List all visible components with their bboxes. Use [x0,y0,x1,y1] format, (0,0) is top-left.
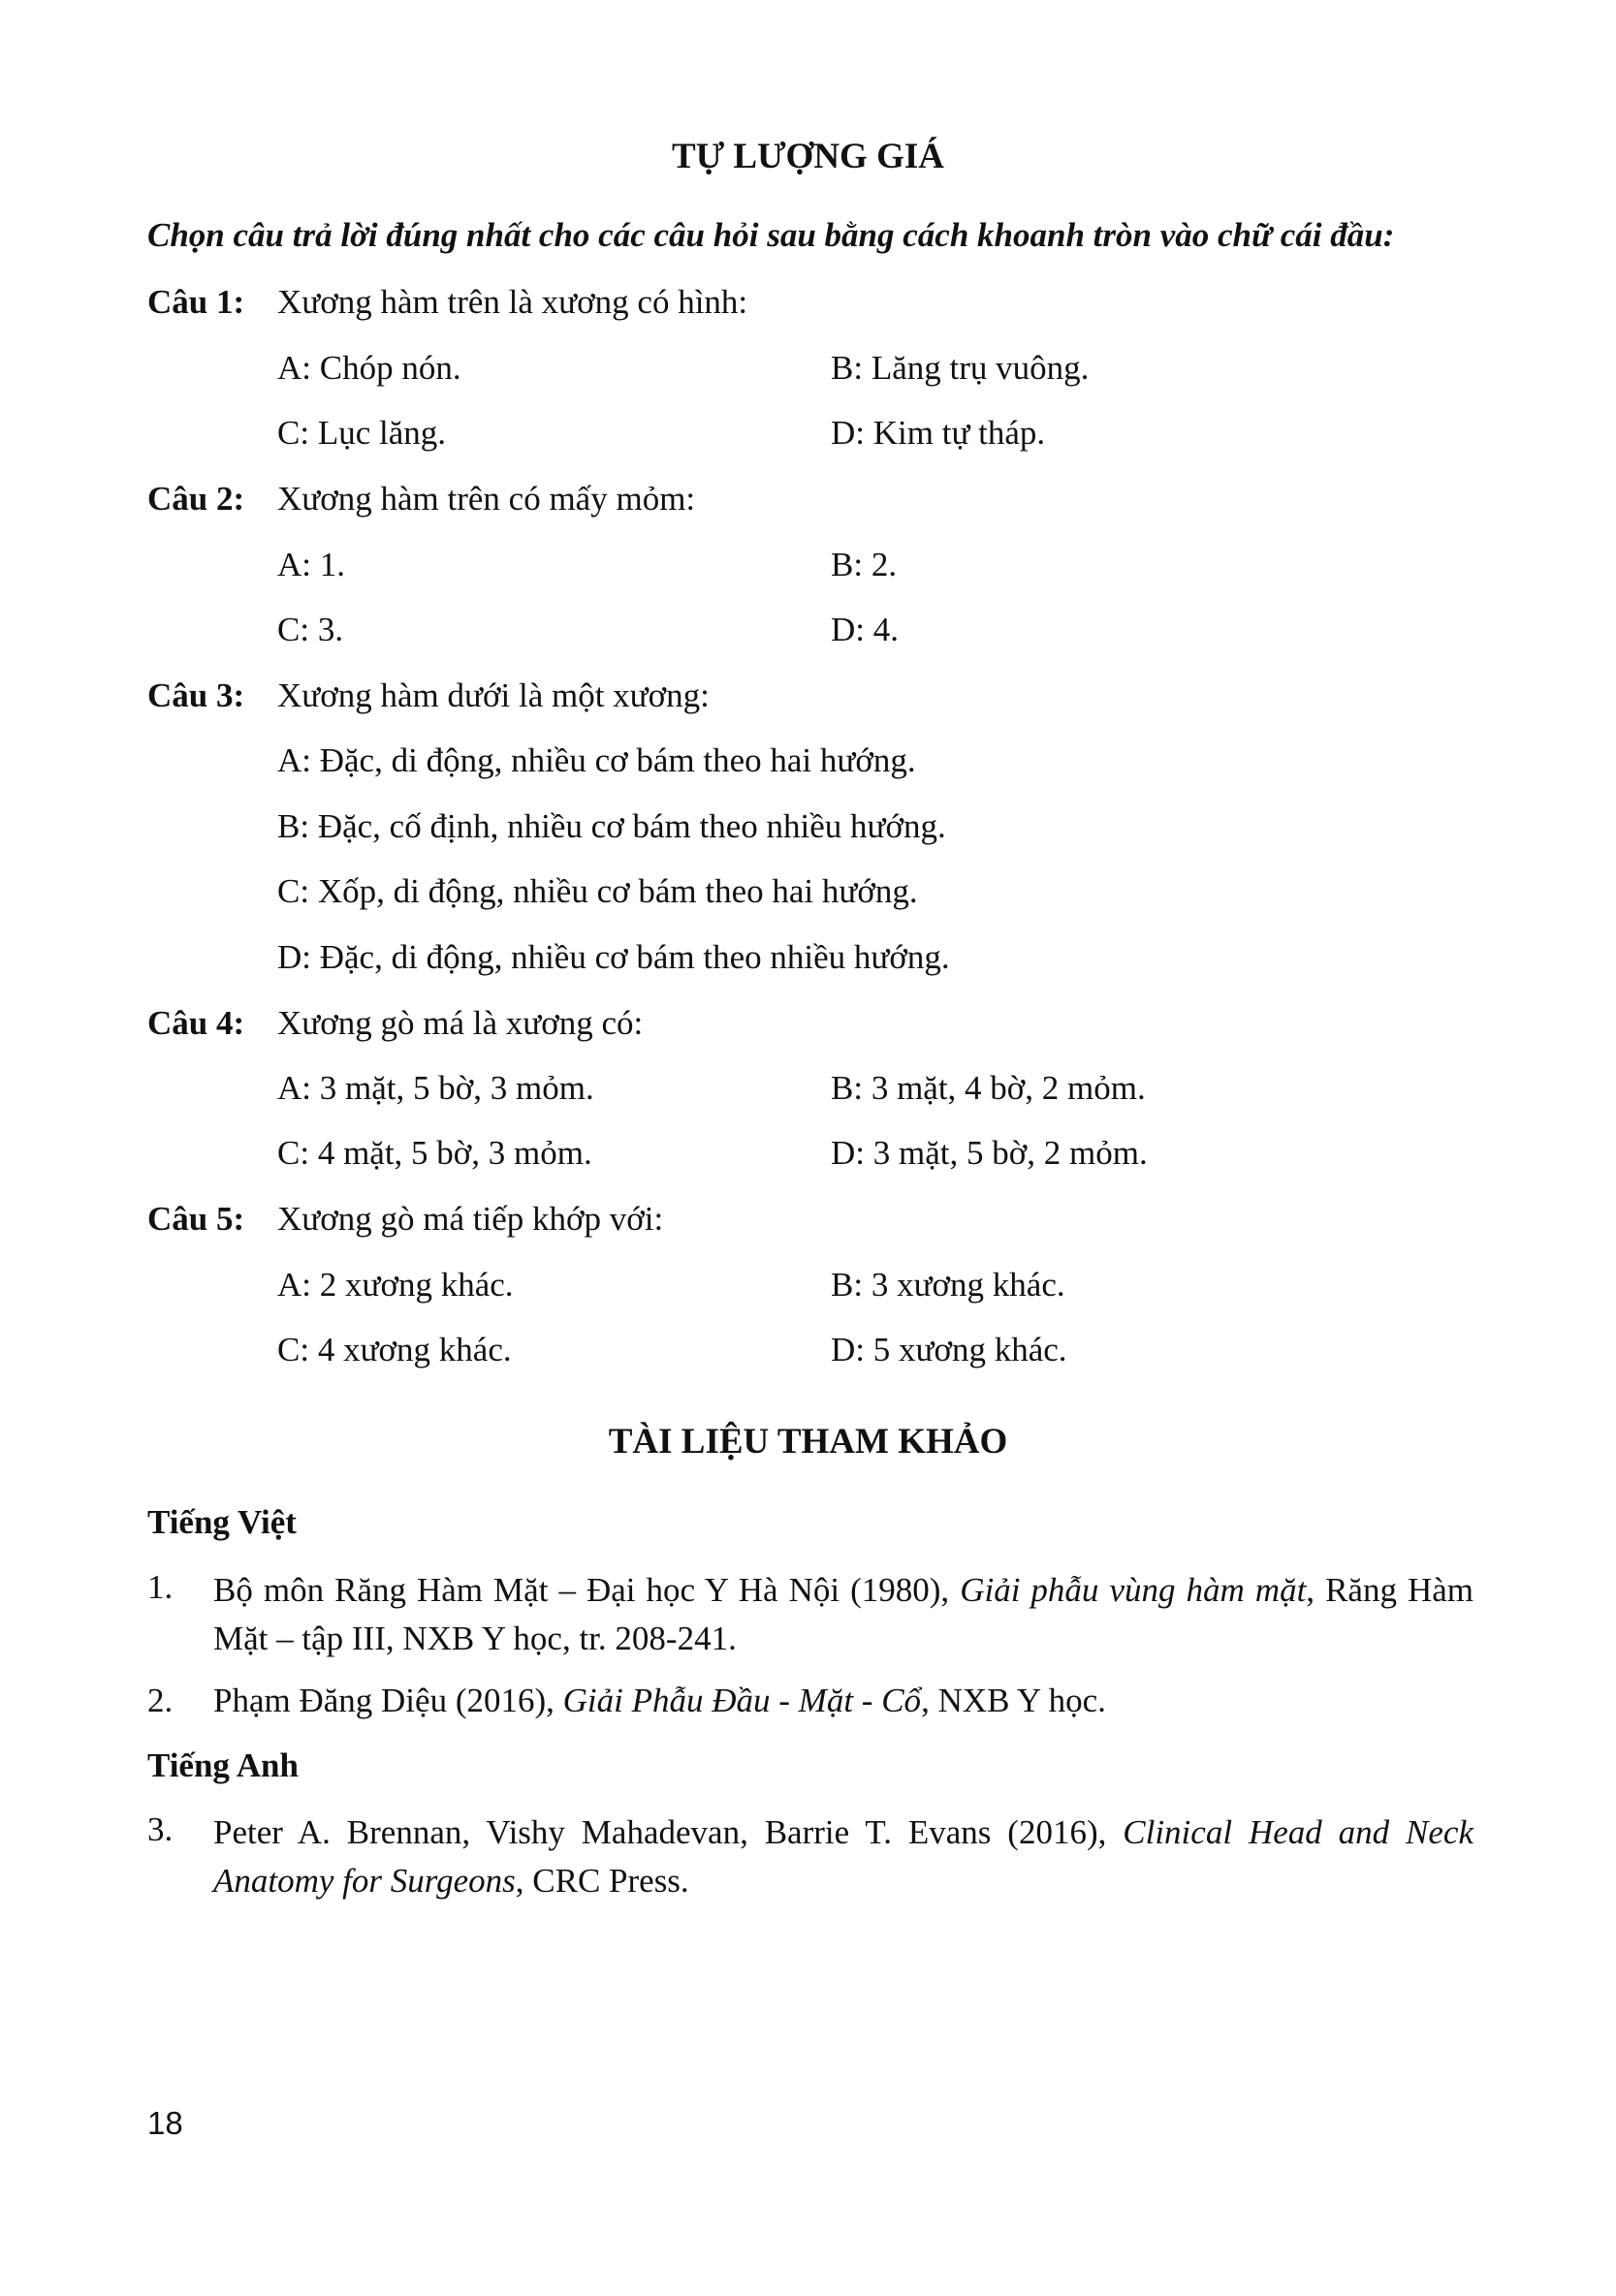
question-text: Xương gò má tiếp khớp với: [277,1200,664,1238]
reference-title: Giải Phẫu Đầu - Mặt - Cổ [562,1682,922,1719]
option-b: B: Lăng trụ vuông. [831,349,1090,387]
option-d: D: Đặc, di động, nhiều cơ bám theo nhiều hướng. [277,938,950,976]
reference-text: , NXB Y học. [921,1682,1106,1719]
question-label: Câu 1: [147,283,245,321]
option-c: C: 4 xương khác. [277,1331,512,1368]
references-heading: TÀI LIỆU THAM KHẢO [608,1422,1008,1462]
question-text: Xương hàm dưới là một xương: [277,676,710,714]
option-a: A: 2 xương khác. [277,1266,514,1304]
reference-number: 1. [147,1568,174,1606]
option-a: A: 3 mặt, 5 bờ, 3 mỏm. [277,1069,594,1107]
option-b: B: 3 mặt, 4 bờ, 2 mỏm. [831,1069,1146,1107]
option-a: A: Đặc, di động, nhiều cơ bám theo hai hướng. [277,741,916,779]
option-d: D: 4. [831,611,899,648]
vietnamese-subheading: Tiếng Việt [147,1503,297,1541]
question-text: Xương hàm trên là xương có hình: [277,283,748,321]
reference-number: 2. [147,1682,174,1719]
reference-text: Bộ môn Răng Hàm Mặt – Đại học Y Hà Nội (1980), [213,1571,961,1609]
reference-text: , Răng Hàm Mặt – tập III, NXB Y học, tr. 208-241. [213,1571,1473,1657]
reference-text: Phạm Đăng Diệu (2016), [213,1682,563,1719]
question-text: Xương hàm trên có mấy mỏm: [277,480,696,518]
option-a: A: Chóp nón. [277,349,461,387]
reference-text: Peter A. Brennan, Vishy Mahadevan, Barrie T. Evans (2016), [213,1813,1124,1851]
section-title: TỰ LƯỢNG GIÁ [672,137,944,176]
option-c: C: Lục lăng. [277,414,446,452]
reference-entry [213,1808,1473,1905]
english-subheading: Tiếng Anh [147,1746,299,1784]
question-label: Câu 4: [147,1004,245,1042]
option-c: C: 4 mặt, 5 bờ, 3 mỏm. [277,1134,592,1172]
page-number: 18 [147,2105,183,2141]
option-b: B: Đặc, cố định, nhiều cơ bám theo nhiều hướng. [277,807,946,845]
reference-title: Giải phẫu vùng hàm mặt [960,1571,1307,1609]
reference-number: 3. [147,1810,174,1848]
reference-title: Clinical Head and Neck Anatomy for Surgeons [213,1813,1473,1900]
question-label: Câu 3: [147,676,245,714]
option-b: B: 3 xương khác. [831,1266,1065,1304]
option-d: D: 3 mặt, 5 bờ, 2 mỏm. [831,1134,1148,1172]
option-d: D: Kim tự tháp. [831,414,1046,452]
instruction-text: Chọn câu trả lời đúng nhất cho các câu hỏi sau bằng cách khoanh tròn vào chữ cái đầu: [147,216,1395,254]
reference-text: , CRC Press. [515,1862,689,1900]
reference-entry [213,1680,1473,1722]
option-b: B: 2. [831,546,898,583]
question-text: Xương gò má là xương có: [277,1004,644,1042]
option-c: C: 3. [277,611,344,648]
option-a: A: 1. [277,546,345,583]
option-d: D: 5 xương khác. [831,1331,1067,1368]
question-label: Câu 2: [147,480,245,518]
option-c: C: Xốp, di động, nhiều cơ bám theo hai hướng. [277,872,918,910]
reference-entry [213,1566,1473,1663]
question-label: Câu 5: [147,1200,245,1238]
